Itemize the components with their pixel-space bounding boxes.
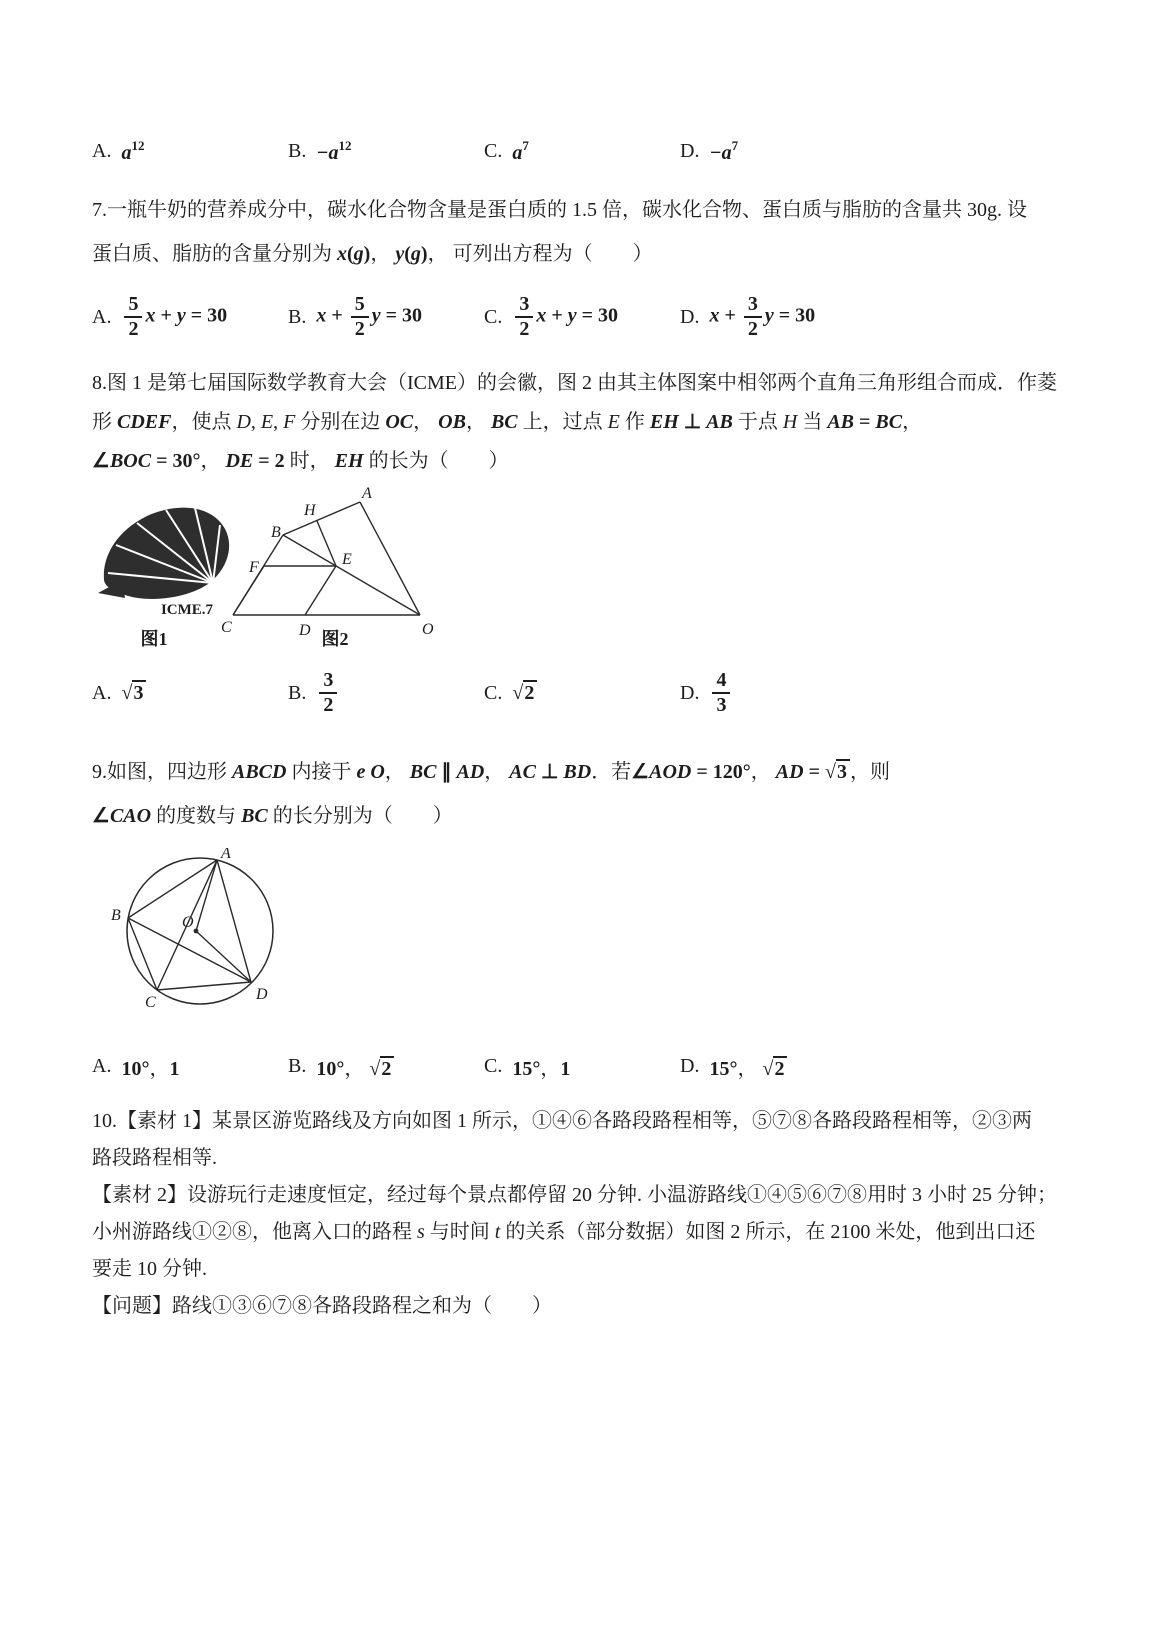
option-value: $a^7$ — [512, 137, 529, 164]
option-label: D. — [680, 139, 700, 162]
figure-q9 — [100, 848, 1066, 1039]
option-value: $\frac{4}{3}$ — [709, 669, 733, 717]
option-value: $\frac{3}{2}$ — [316, 669, 340, 717]
q8-point-labels — [221, 485, 434, 639]
option-label: A. — [92, 1054, 112, 1077]
option-label: A. — [92, 681, 112, 704]
option-value: $-a^7$ — [709, 137, 739, 164]
option-label: B. — [288, 681, 307, 704]
point-label-c: C — [145, 994, 156, 1011]
q8-option-c — [484, 682, 680, 705]
figure-2-caption: 图2 — [321, 629, 349, 649]
question-10-line-2: 路段路程相等. — [92, 1147, 217, 1169]
point-label-o: O — [422, 621, 434, 638]
option-label: C. — [484, 305, 503, 328]
point-label-e: E — [342, 551, 352, 568]
q6-option-b — [288, 138, 484, 165]
point-label-f: F — [249, 559, 259, 576]
option-label: C. — [484, 681, 503, 704]
question-6-options-row — [92, 136, 1066, 166]
option-value: $-a^{12}$ — [316, 137, 352, 164]
option-value: $\frac{5}{2}$ x + y = 30 — [121, 293, 227, 341]
logo-text: ICME.7 — [160, 602, 214, 618]
option-value: x + $\frac{5}{2}$ y = 30 — [316, 293, 423, 340]
option-label: B. — [288, 1054, 307, 1077]
circle-O — [127, 858, 273, 1004]
radius-OA — [196, 860, 217, 931]
question-9-line-1: 9.如图，四边形 ABCD 内接于 e O， BC ∥ AD， AC ⊥ BD．若∠AOD = 120°， AD = √3 ，则 — [92, 761, 890, 783]
q7-option-a — [92, 293, 288, 341]
q6-option-d — [680, 138, 738, 165]
question-9-line-2: ∠CAO 的度数与 BC 的长分别为（ ） — [92, 805, 453, 827]
question-8-line-2: 形 CDEF，使点 D, E, F 分别在边 OC， OB， BC 上，过点 E 作 EH ⊥ AB 于点 H 当 AB = BC， — [92, 411, 923, 433]
q8-geometry — [233, 502, 420, 615]
option-label: D. — [680, 1054, 700, 1077]
q8-option-d — [680, 669, 733, 717]
point-label-b: B — [111, 907, 121, 924]
question-10-line-5: 要走 10 分钟. — [92, 1258, 207, 1280]
q8-option-a — [92, 682, 288, 705]
question-8-line-1: 8.图 1 是第七届国际数学教育大会（ICME）的会徽，图 2 由其主体图案中相邻两个直角三角形组合而成．作菱 — [92, 372, 1057, 394]
option-label: D. — [680, 305, 700, 328]
question-10-line-1: 10.【素材 1】某景区游览路线及方向如图 1 所示，①④⑥各路段路程相等，⑤⑦⑧各路段路程相等，②③两 — [92, 1110, 1032, 1132]
question-9-options-row — [92, 1051, 1066, 1081]
q6-option-a — [92, 138, 288, 165]
option-label: C. — [484, 1054, 503, 1077]
q7-option-b — [288, 293, 484, 341]
option-label: A. — [92, 305, 112, 328]
option-value: $\frac{3}{2}$ x + y = 30 — [512, 293, 618, 341]
option-label: B. — [288, 139, 307, 162]
option-label: B. — [288, 305, 307, 328]
edge-EH — [317, 521, 336, 566]
question-10-line-4: 小州游路线①②⑧，他离入口的路程 s 与时间 t 的关系（部分数据）如图 2 所示，在 2100 米处，他到出口还 — [92, 1221, 1036, 1243]
option-label: A. — [92, 139, 112, 162]
radius-OD — [196, 931, 251, 982]
point-label-a: A — [221, 848, 231, 862]
point-label-a: A — [362, 485, 372, 502]
point-label-c: C — [221, 619, 232, 636]
option-label: C. — [484, 139, 503, 162]
point-label-o: O — [182, 914, 194, 931]
figure-1-caption: 图1 — [140, 629, 168, 649]
q7-option-c — [484, 293, 680, 341]
q9-option-d — [680, 1052, 787, 1081]
q9-option-c — [484, 1052, 680, 1081]
question-10-line-6: 【问题】路线①③⑥⑦⑧各路段路程之和为（ ） — [92, 1295, 552, 1317]
option-value: 10°， √2 — [316, 1052, 394, 1081]
option-value: 10°，1 — [121, 1057, 180, 1080]
point-label-b: B — [271, 524, 281, 541]
figure-q9-canvas — [100, 848, 390, 1033]
edge-BC — [128, 918, 157, 990]
figure-q8 — [92, 485, 1066, 656]
q6-option-c — [484, 138, 680, 165]
option-label: D. — [680, 681, 700, 704]
question-8-line-3: ∠BOC = 30°， DE = 2 时， EH 的长为（ ） — [92, 450, 509, 472]
q9-option-b — [288, 1052, 484, 1081]
option-value: √3 — [121, 682, 146, 705]
option-value: √2 — [512, 682, 537, 705]
figure-q8-canvas — [92, 485, 532, 650]
q7-option-d — [680, 293, 815, 341]
question-7-line-1: 7.一瓶牛奶的营养成分中，碳水化合物含量是蛋白质的 1.5 倍，碳水化合物、蛋白质与脂肪的含量共 30g. 设 — [92, 199, 1027, 221]
question-8-options-row — [92, 666, 1066, 720]
center-point-O — [194, 929, 199, 934]
q8-option-b — [288, 669, 484, 717]
edge-DE — [305, 566, 336, 615]
question-7-options-row — [92, 290, 1066, 344]
edge-CD — [157, 982, 251, 990]
q9-option-a — [92, 1052, 288, 1081]
point-label-d: D — [256, 986, 268, 1003]
option-value: 15°，1 — [512, 1057, 571, 1080]
edge-DA — [217, 860, 251, 982]
option-value: $a^{12}$ — [121, 137, 145, 164]
option-value: 15°， √2 — [709, 1052, 787, 1081]
icme-logo — [98, 508, 229, 618]
question-7-line-2: 蛋白质、脂肪的含量分别为 x(g)， y(g)， 可列出方程为（ ） — [92, 243, 653, 265]
point-label-d: D — [299, 622, 311, 639]
option-value: x + $\frac{3}{2}$ y = 30 — [709, 293, 816, 340]
point-label-h: H — [304, 502, 316, 519]
question-10-line-3: 【素材 2】设游玩行走速度恒定，经过每个景点都停留 20 分钟. 小温游路线①④⑤⑥⑦⑧用时 3 小时 25 分钟； — [92, 1184, 1057, 1206]
